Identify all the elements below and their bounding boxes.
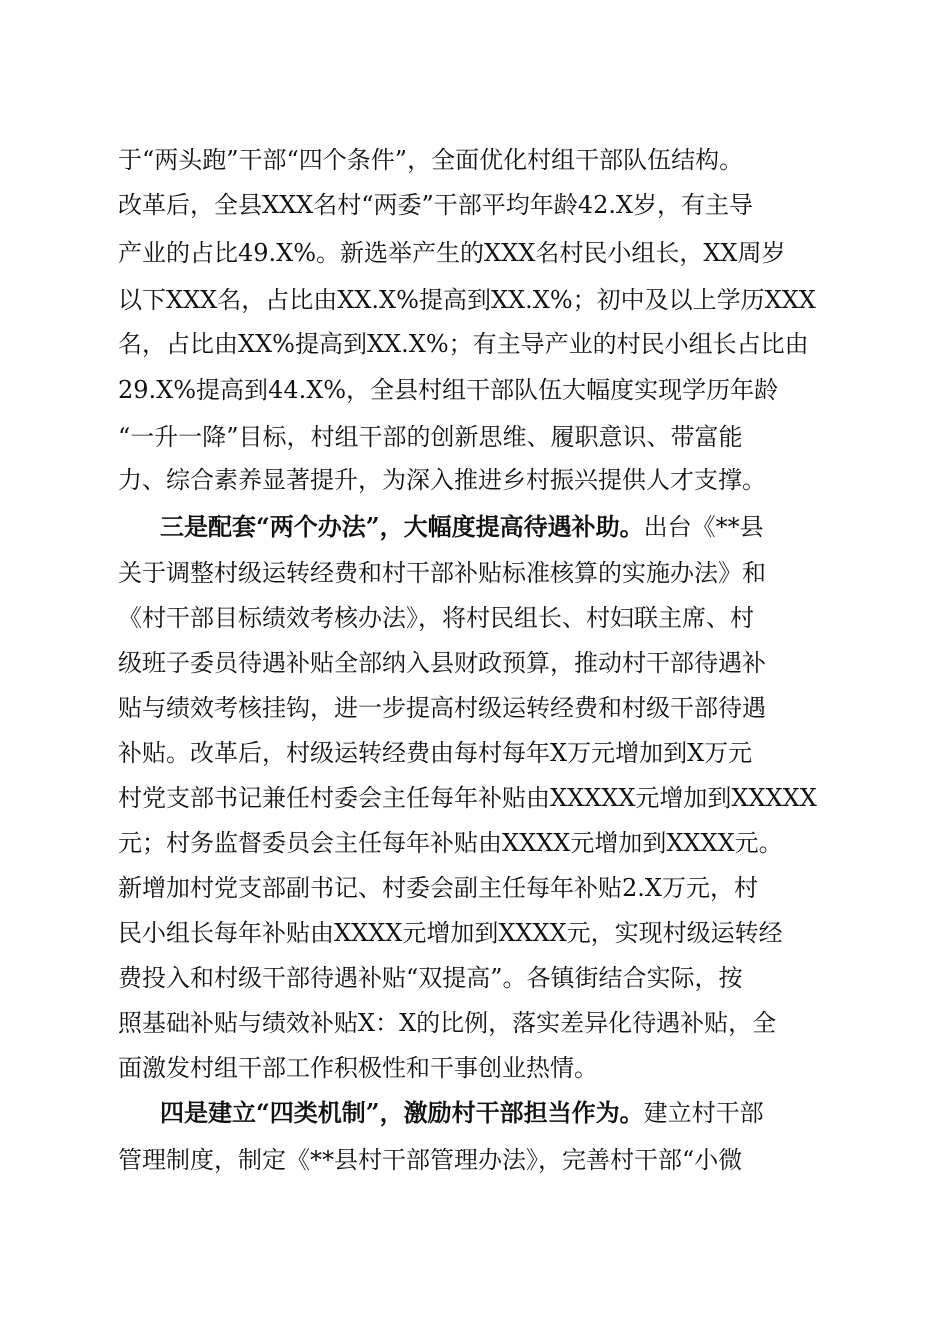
paragraph-4-rest: 建立村干部 bbox=[643, 1099, 764, 1127]
text-line-16: 元；村务监督委员会主任每年补贴由XXXX元增加到XXXX元。 bbox=[118, 829, 783, 857]
text-line-18: 民小组长每年补贴由XXXX元增加到XXXX元，实现村级运转经 bbox=[118, 919, 783, 947]
text-line-19: 费投入和村级干部待遇补贴“双提高”。各镇街结合实际，按 bbox=[118, 964, 743, 992]
paragraph-4-lead: 四是建立“四类机制”，激励村干部担当作为。 bbox=[160, 1098, 644, 1127]
text-line-2: 改革后，全县XXX名村“两委”干部平均年龄42.X岁，有主导 bbox=[118, 191, 754, 219]
text-line-3: 产业的占比49.X%。新选举产生的XXX名村民小组长，XX周岁 bbox=[118, 239, 786, 267]
text-line-23: 管理制度，制定《**县村干部管理办法》，完善村干部“小微 bbox=[118, 1146, 743, 1174]
text-line-14: 补贴。改革后，村级运转经费由每村每年X万元增加到X万元 bbox=[118, 739, 753, 767]
text-line-1: 于“两头跑”干部“四个条件”，全面优化村组干部队伍结构。 bbox=[118, 146, 744, 174]
paragraph-3-lead: 三是配套“两个办法”，大幅度提高待遇补助。 bbox=[160, 512, 644, 541]
text-line-5: 名，占比由XX%提高到XX.X%；有主导产业的村民小组长占比由 bbox=[118, 330, 809, 358]
text-line-13: 贴与绩效考核挂钩，进一步提高村级运转经费和村级干部待遇 bbox=[118, 694, 766, 722]
paragraph-4-heading bbox=[160, 1093, 880, 1133]
paragraph-3-rest: 出台《**县 bbox=[643, 513, 764, 541]
text-line-4: 以下XXX名，占比由XX.X%提高到XX.X%；初中及以上学历XXX bbox=[118, 286, 816, 314]
paragraph-3-heading bbox=[160, 507, 880, 547]
text-line-15: 村党支部书记兼任村委会主任每年补贴由XXXXX元增加到XXXXX bbox=[118, 784, 817, 812]
text-line-10: 关于调整村级运转经费和村干部补贴标准核算的实施办法》和 bbox=[118, 559, 766, 587]
text-line-21: 面激发村组干部工作积极性和干事创业热情。 bbox=[118, 1054, 598, 1082]
text-line-20: 照基础补贴与绩效补贴X：X的比例，落实差异化待遇补贴，全 bbox=[118, 1009, 777, 1037]
text-line-7: “一升一降”目标，村组干部的创新思维、履职意识、带富能 bbox=[118, 423, 743, 451]
text-line-11: 《村干部目标绩效考核办法》，将村民组长、村妇联主席、村 bbox=[118, 604, 754, 632]
text-line-17: 新增加村党支部副书记、村委会副主任每年补贴2.X万元，村 bbox=[118, 874, 758, 902]
text-line-12: 级班子委员待遇补贴全部纳入县财政预算，推动村干部待遇补 bbox=[118, 649, 766, 677]
text-line-8: 力、综合素养显著提升，为深入推进乡村振兴提供人才支撑。 bbox=[118, 466, 766, 494]
text-line-6: 29.X%提高到44.X%，全县村组干部队伍大幅度实现学历年龄 bbox=[118, 376, 779, 404]
